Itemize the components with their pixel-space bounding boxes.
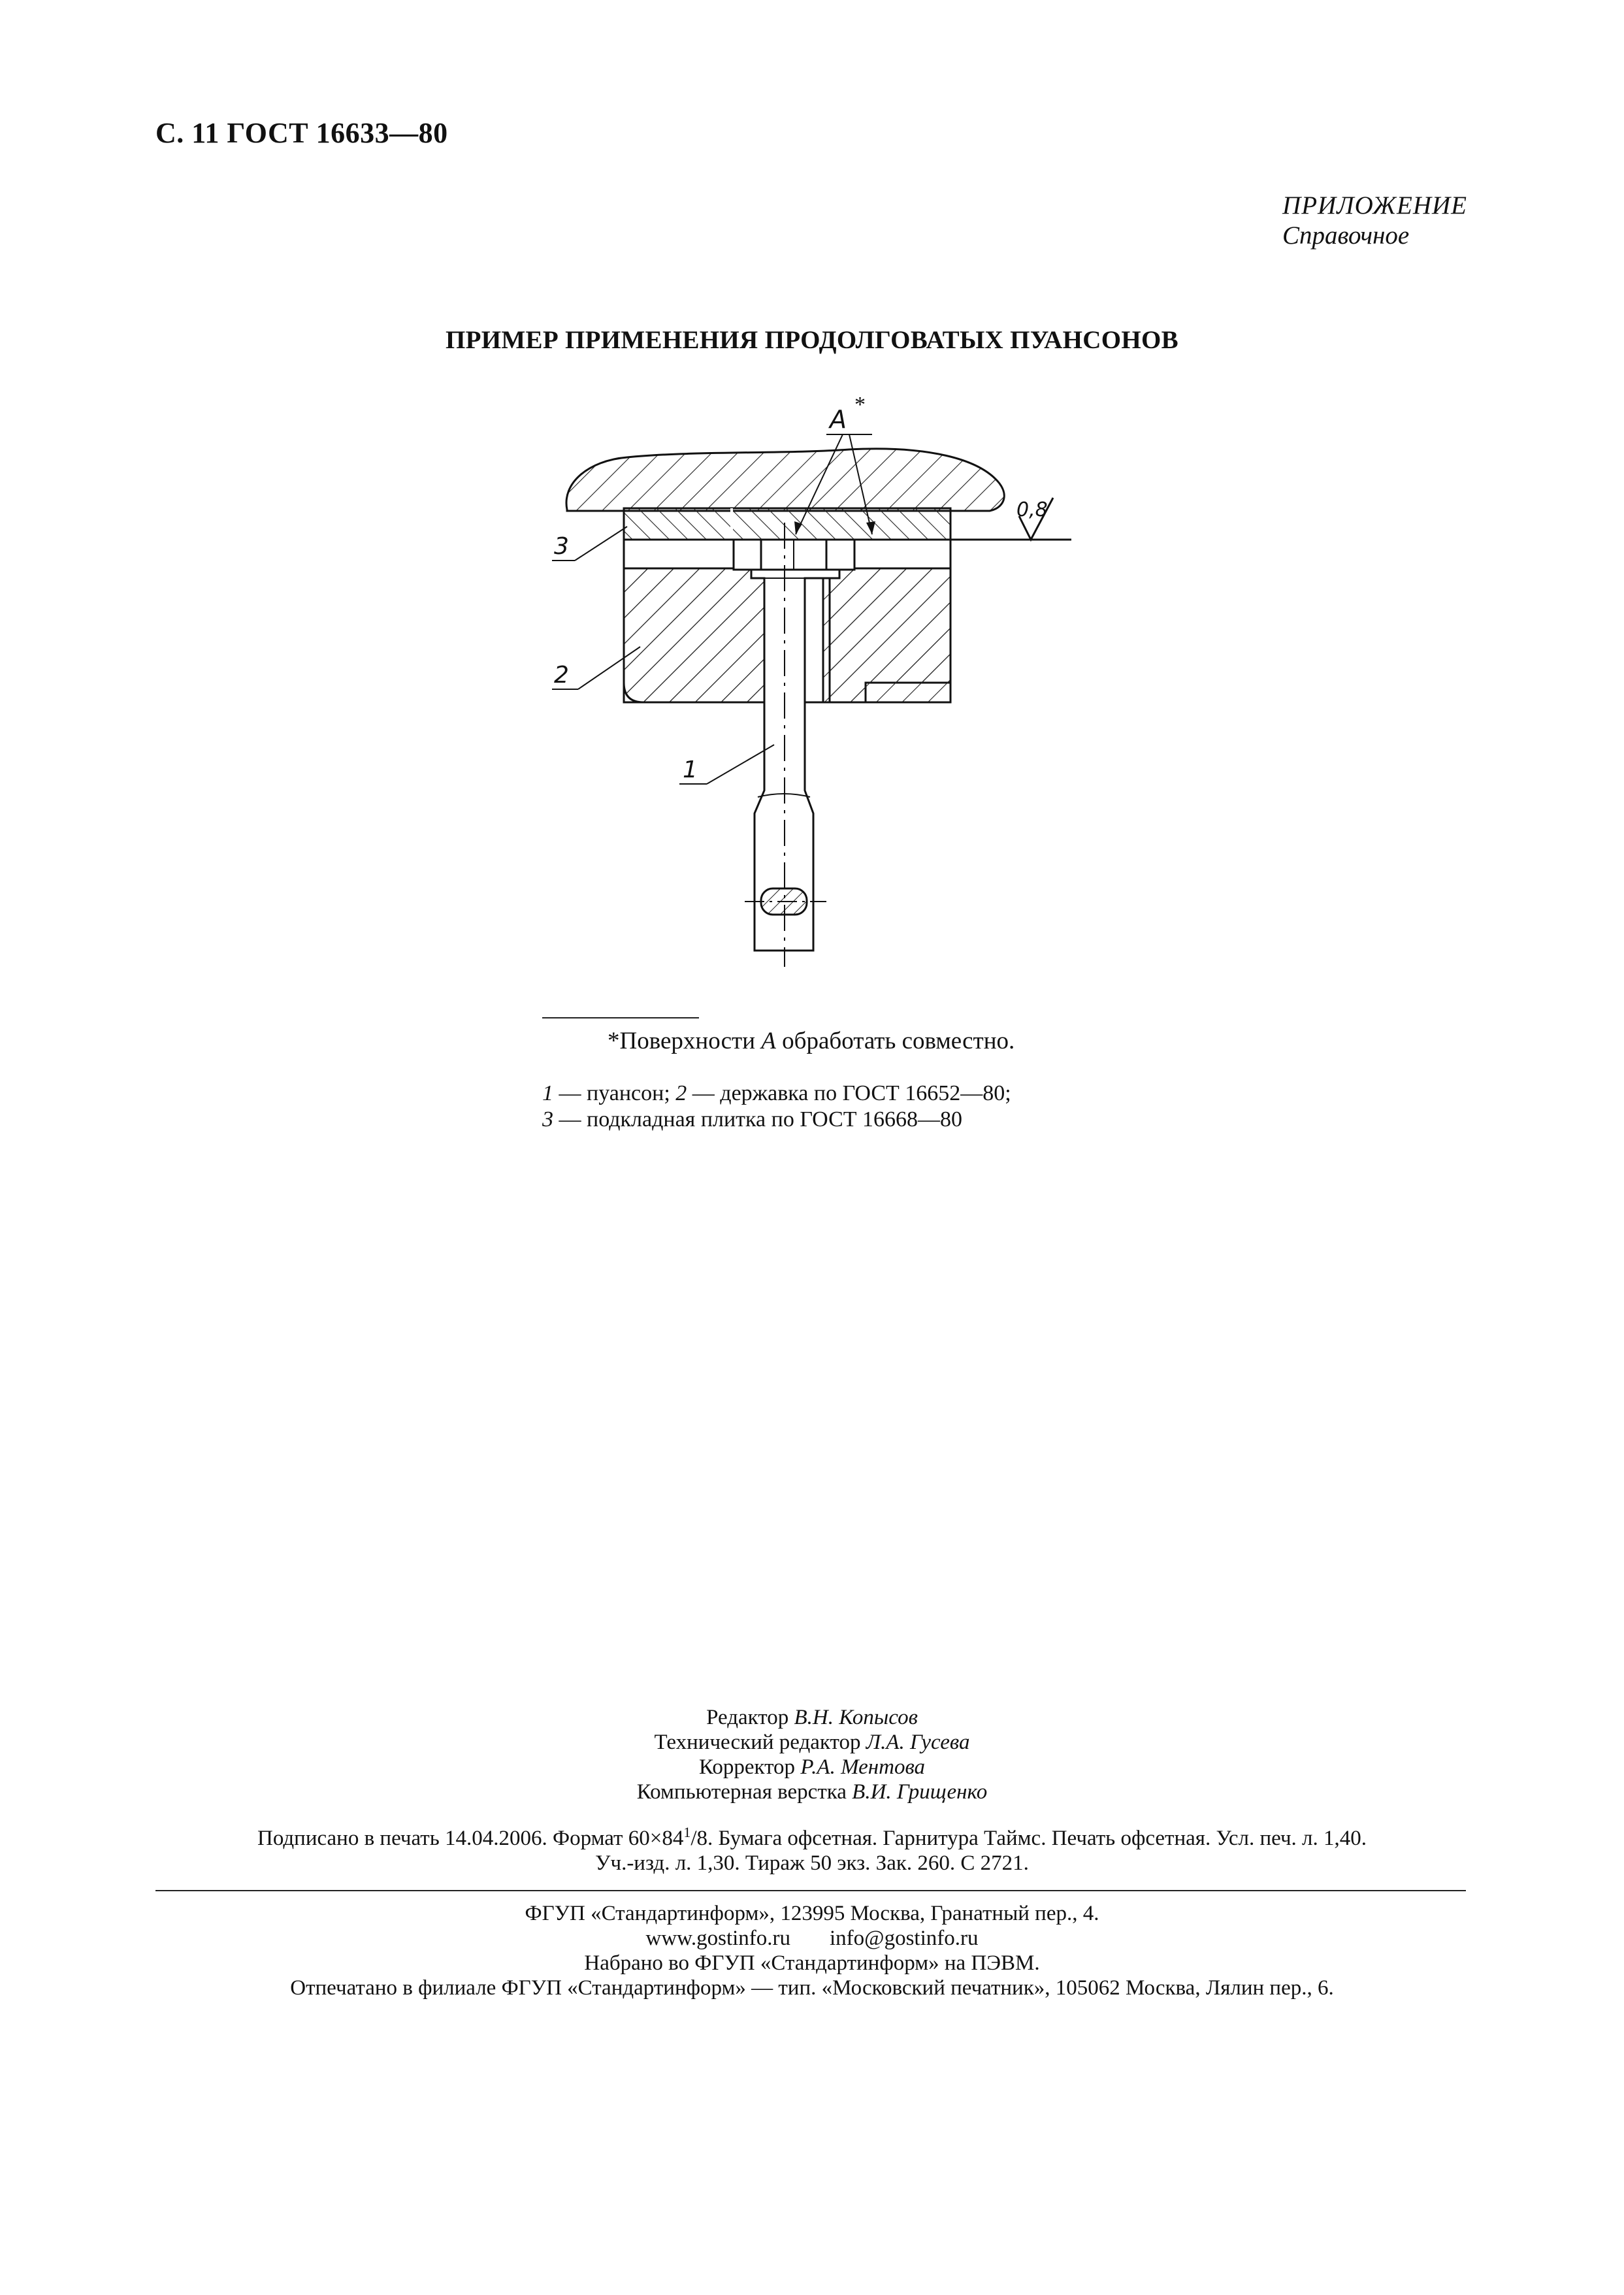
credit-line bbox=[0, 1780, 1624, 1804]
legend-num: 1 bbox=[542, 1081, 553, 1105]
print-info-line-2: Уч.-изд. л. 1,30. Тираж 50 экз. Зак. 260. С 2721. bbox=[595, 1851, 1029, 1875]
legend-line-2 bbox=[542, 1107, 1011, 1133]
legend-num: 2 bbox=[675, 1081, 687, 1105]
publisher-rule bbox=[155, 1890, 1466, 1891]
punch-assembly-drawing bbox=[536, 392, 1097, 980]
typeset-note: Набрано во ФГУП «Стандартинформ» на ПЭВМ. bbox=[584, 1951, 1040, 1975]
legend-text: — державка по ГОСТ 16652—80; bbox=[687, 1081, 1011, 1105]
credit-role: Технический редактор bbox=[654, 1731, 866, 1754]
footnote-letter: А bbox=[761, 1028, 776, 1054]
legend bbox=[542, 1081, 1011, 1133]
credit-role: Корректор bbox=[698, 1755, 801, 1779]
upper-block bbox=[566, 449, 1004, 511]
credit-line bbox=[0, 1705, 1624, 1730]
footnote-suffix: обработать совместно. bbox=[775, 1028, 1015, 1054]
legend-line-1 bbox=[542, 1081, 1011, 1107]
legend-text: — пуансон; bbox=[553, 1081, 676, 1105]
backing-plate bbox=[624, 508, 950, 540]
credits bbox=[0, 1705, 1624, 1804]
format-superscript: 1 bbox=[683, 1824, 691, 1840]
credit-name: В.И. Грищенко bbox=[852, 1780, 988, 1804]
callout-1: 1 bbox=[683, 757, 698, 783]
legend-num: 3 bbox=[542, 1107, 553, 1131]
appendix-title: ПРИЛОЖЕНИЕ bbox=[1282, 191, 1467, 220]
credit-name: В.Н. Копысов bbox=[794, 1706, 918, 1729]
surface-a-mark: * bbox=[854, 393, 866, 417]
format-fraction: /8 bbox=[690, 1827, 707, 1850]
credit-line bbox=[0, 1730, 1624, 1755]
credit-role: Компьютерная верстка bbox=[636, 1780, 853, 1804]
publisher-contacts bbox=[0, 1926, 1624, 1951]
surface-a-label: А bbox=[830, 405, 847, 434]
appendix-type: Справочное bbox=[1282, 221, 1410, 250]
print-info bbox=[0, 1826, 1624, 1876]
callout-3: 3 bbox=[554, 533, 569, 560]
publisher-info bbox=[0, 1901, 1624, 2000]
legend-text: — подкладная плитка по ГОСТ 16668—80 bbox=[553, 1107, 963, 1131]
callout-2: 2 bbox=[554, 662, 569, 689]
document-title: ПРИМЕР ПРИМЕНЕНИЯ ПРОДОЛГОВАТЫХ ПУАНСОНОВ bbox=[446, 326, 1178, 354]
footnote-rule bbox=[542, 1017, 699, 1018]
printed-note: Отпечатано в филиале ФГУП «Стандартинформ» — тип. «Московский печатник», 105062 Москва, Лялин пер., 6. bbox=[290, 1976, 1334, 2000]
credit-name: Л.А. Гусева bbox=[866, 1731, 970, 1754]
appendix-label bbox=[1282, 191, 1467, 251]
roughness-value: 0,8 bbox=[1016, 498, 1048, 521]
publisher-address: ФГУП «Стандартинформ», 123995 Москва, Гранатный пер., 4. bbox=[525, 1902, 1099, 1925]
email-link[interactable]: info@gostinfo.ru bbox=[830, 1927, 979, 1950]
website-link[interactable]: www.gostinfo.ru bbox=[645, 1927, 791, 1950]
credit-role: Редактор bbox=[706, 1706, 794, 1729]
credit-line bbox=[0, 1755, 1624, 1780]
credit-name: Р.А. Ментова bbox=[800, 1755, 926, 1779]
page-header: С. 11 ГОСТ 16633—80 bbox=[155, 117, 448, 149]
footnote-prefix: *Поверхности bbox=[608, 1028, 762, 1054]
print-info-text: . Бумага офсетная. Гарнитура Таймс. Печать офсетная. Усл. печ. л. 1,40. bbox=[707, 1827, 1367, 1850]
print-info-text: Подписано в печать 14.04.2006. Формат 60×84 bbox=[257, 1827, 684, 1850]
footnote bbox=[608, 1027, 1015, 1055]
print-info-line-1 bbox=[0, 1826, 1624, 1851]
